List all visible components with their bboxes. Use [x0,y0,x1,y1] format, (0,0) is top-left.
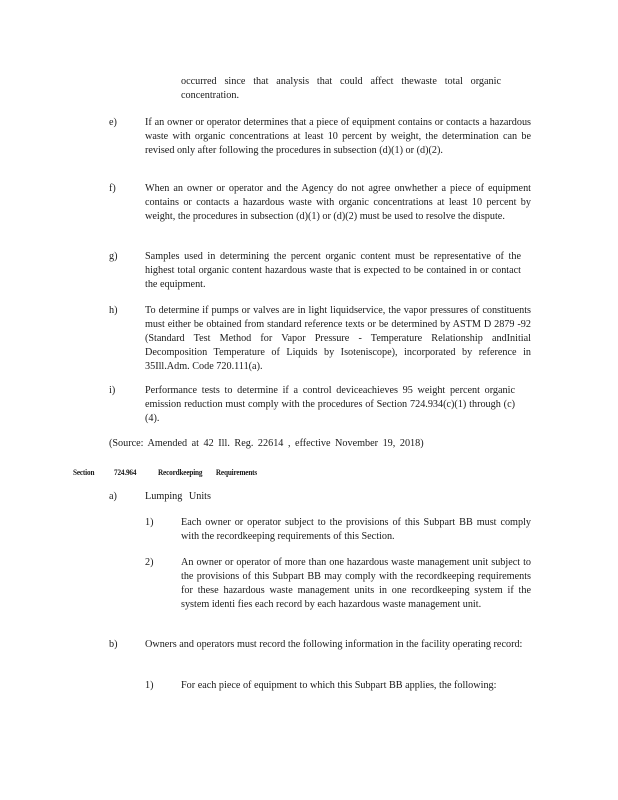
subsection-a-item-2-marker: 2) [145,557,154,568]
item-h-text: To determine if pumps or valves are in light liquidservice, the vapor pressures of constituents must either be obtained from standard reference texts or be determined by ASTM D 2879 -92 (Standard Test Method for Vapor Pressure - Temperature Relationship andInitial Decomposition Temperature of Liquids by Isoteniscope), incorporated by reference in 35Ill.Adm. Code 720.111(a). [145,305,531,372]
item-f-text: When an owner or operator and the Agency do not agree onwhether a piece of equipment contains or contacts a hazardous waste with organic concentrations at least 10 percent by weight, the procedures in subsection (d)(1) or (d)(2) must be used to resolve the dispute. [145,183,531,222]
item-marker-f: f) [109,183,116,194]
subsection-a-item-1-marker: 1) [145,517,154,528]
subsection-b-item-1-text: For each piece of equipment to which this Subpart BB applies, the following: [181,680,497,691]
subsection-a-title: Lumping Units [145,491,211,502]
subsection-b-text: Owners and operators must record the following information in the facility operating record: [145,639,523,650]
item-marker-i: i) [109,385,116,396]
source-note: (Source: Amended at 42 Ill. Reg. 22614 , effective November 19, 2018) [109,438,424,449]
continuation-paragraph: occurred since that analysis that could affect thewaste total organic concentration. [181,76,501,101]
subsection-b-marker: b) [109,639,118,650]
subsection-a-item-1-text: Each owner or operator subject to the provisions of this Subpart BB must comply with the recordkeeping requirements of this Section. [181,517,531,542]
subsection-b-item-1-marker: 1) [145,680,154,691]
section-number: 724.964 [114,467,137,477]
item-e-text: If an owner or operator determines that a piece of equipment contains or contacts a hazardous waste with organic concentrations at least 10 percent by weight, the determination can be revised only after following the procedures in subsection (d)(1) or (d)(2). [145,117,531,156]
section-label: Section [73,467,95,477]
item-marker-g: g) [109,251,118,262]
section-title: Recordkeeping Requirements [158,467,258,477]
subsection-a-item-2-text: An owner or operator of more than one hazardous waste management unit subject to the provisions of this Subpart BB may comply with the recordkeeping requirements for these hazardous waste management units in one recordkeeping system if the system identi fies each record by each hazardous waste management unit. [181,557,531,610]
item-marker-h: h) [109,305,118,316]
subsection-a-marker: a) [109,491,117,502]
item-marker-e: e) [109,117,117,128]
item-g-text: Samples used in determining the percent organic content must be representative of the highest total organic content hazardous waste that is expected to be contained in or contact the equipment. [145,251,521,290]
item-i-text: Performance tests to determine if a control deviceachieves 95 weight percent organic emission reduction must comply with the procedures of Section 724.934(c)(1) through (c)(4). [145,385,515,424]
